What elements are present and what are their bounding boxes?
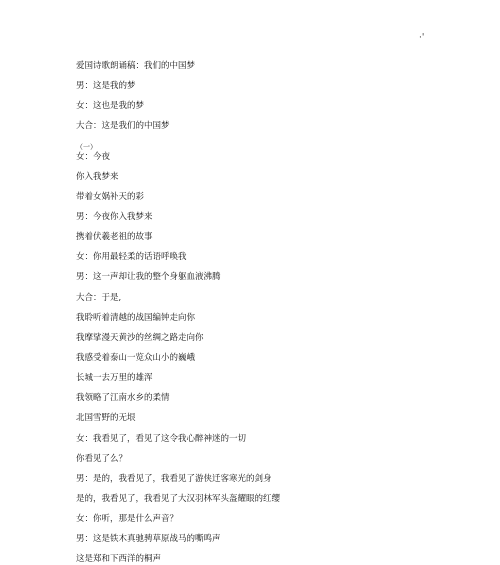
poem-line: 长城一去万里的雄浑 <box>76 373 153 383</box>
poem-title: 爱国诗歌朗诵稿：我们的中国梦 <box>76 61 196 71</box>
poem-line: 女：我看见了，看见了这令我心醉神迷的一切 <box>76 434 247 444</box>
poem-line: 女：你用最轻柔的话语呼唤我 <box>76 252 187 262</box>
poem-line: 我感受着泰山一览众山小的巍峨 <box>76 353 196 363</box>
section-heading: （一） <box>76 143 97 151</box>
poem-line: 你看见了么？ <box>76 454 128 464</box>
poem-line: 携着伏羲老祖的故事 <box>76 232 153 242</box>
poem-line: 男：这是铁木真驰骋草原战马的嘶鸣声 <box>76 534 221 544</box>
page-corner-mark: ·' <box>419 33 425 43</box>
poem-line: 我领略了江南水乡的柔情 <box>76 393 170 403</box>
poem-line: 是的，我看见了，我看见了大汉羽林军头盔耀眼的红缨 <box>76 494 281 504</box>
poem-line: 北国雪野的无垠 <box>76 413 136 423</box>
poem-line: 大合：于是, <box>76 293 122 303</box>
poem-line: 女：你听，那是什么声音？ <box>76 514 179 524</box>
poem-line: 男：这一声却让我的整个身躯血液沸腾 <box>76 272 221 282</box>
poem-line: 带着女娲补天的彩 <box>76 192 145 202</box>
poem-line: 男：这是我的梦 <box>76 81 136 91</box>
poem-line: 我聆听着清越的战国编钟走向你 <box>76 313 196 323</box>
poem-line: 这是郑和下西洋的桐声 <box>76 554 162 564</box>
poem-line: 女：这也是我的梦 <box>76 101 145 111</box>
poem-line: 大合：这是我们的中国梦 <box>76 121 170 131</box>
poem-line: 男：是的，我看见了，我看见了游侠迁客寒光的剑身 <box>76 474 272 484</box>
poem-line: 你入我梦来 <box>76 172 119 182</box>
poem-line: 男：今夜你入我梦来 <box>76 212 153 222</box>
poem-line: 女：今夜 <box>76 152 111 162</box>
poem-line: 我摩挲漫天黄沙的丝绸之路走向你 <box>76 333 204 343</box>
